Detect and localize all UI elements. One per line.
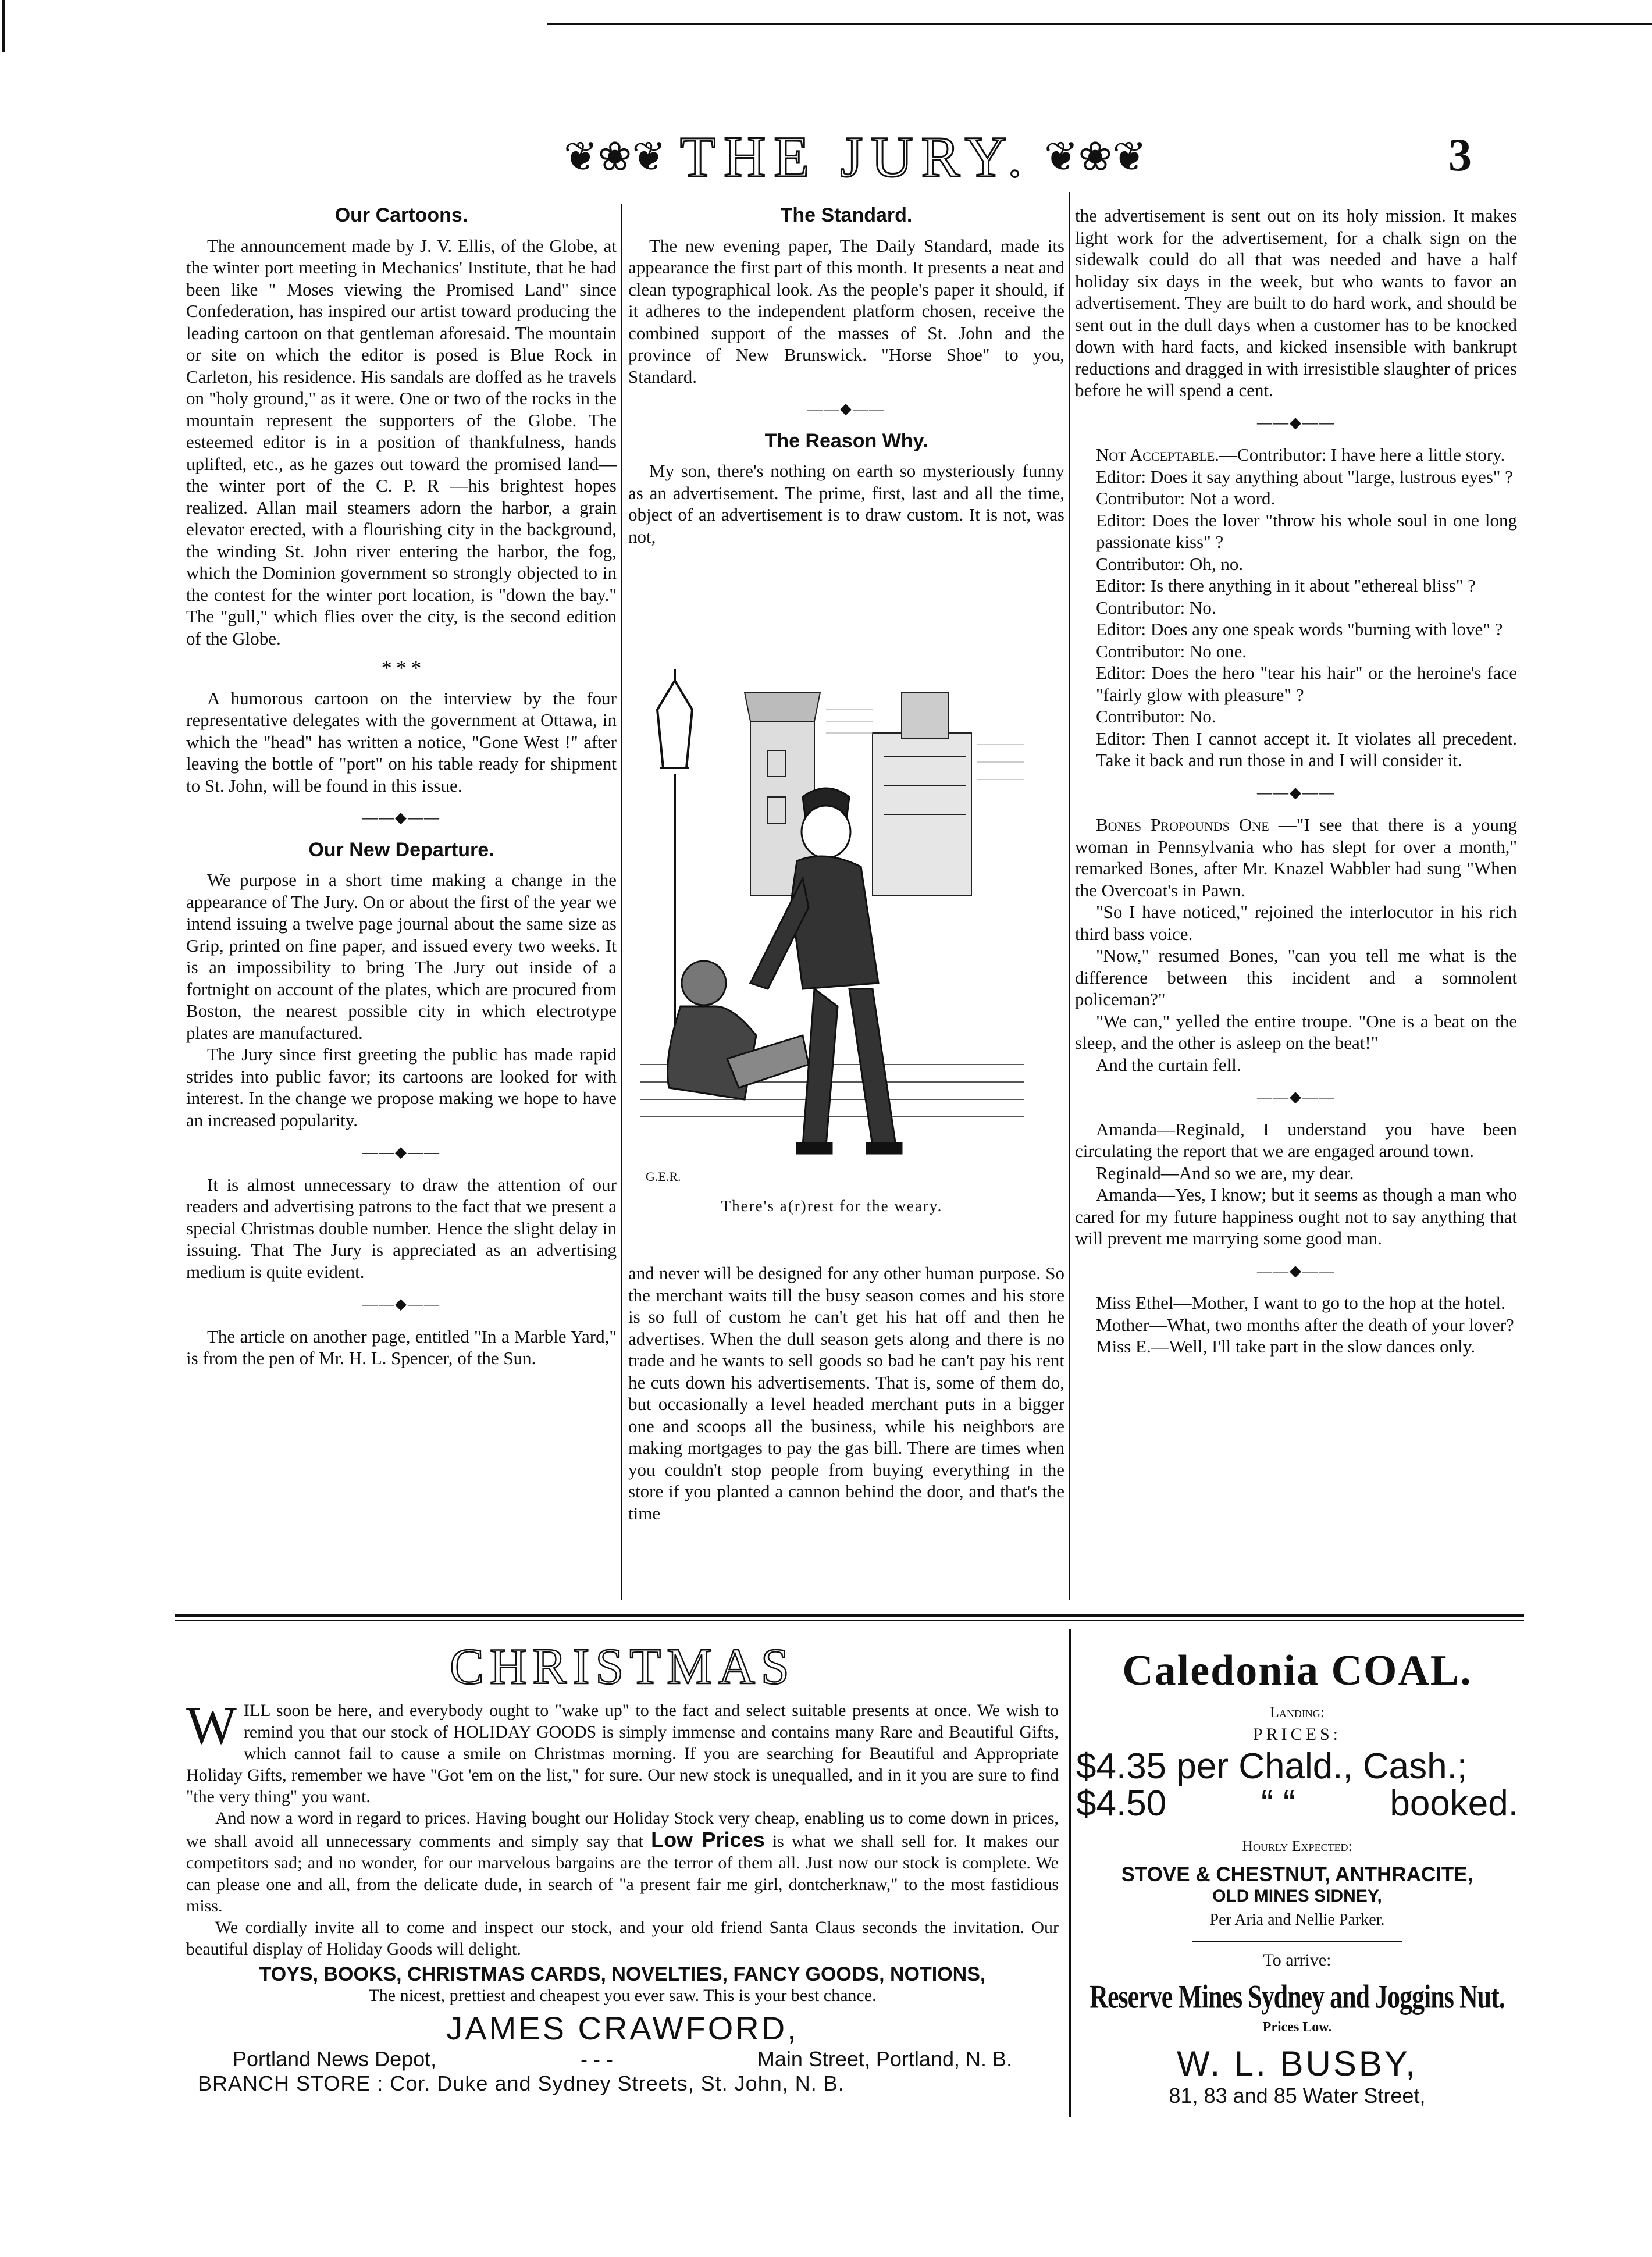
price-line-1 <box>1076 1748 1518 1785</box>
masthead-title: THE JURY. <box>679 124 1031 189</box>
price-2-ditto: “ “ <box>1261 1783 1295 1824</box>
christmas-ad-paragraph-2 <box>186 1807 1059 1917</box>
asterism: * * * <box>381 656 422 679</box>
amanda-paragraph-2: Reginald—And so we are, my dear. <box>1096 1162 1354 1183</box>
ads-column-rule <box>1069 1629 1071 2117</box>
bones-paragraph-3: "Now," resumed Bones, "can you tell me what is the difference between this incident and a somnolent policeman?" <box>1075 945 1517 1009</box>
christmas-ad-paragraph-1 <box>186 1696 1059 1807</box>
christmas-ad-paragraph-3: We cordially invite all to come and inspect our stock, and your old friend Santa Claus seconds the invitation. Our beautiful display of Holiday Goods will delight. <box>186 1918 1059 1959</box>
masthead <box>512 123 1198 189</box>
low-prices-text: Low Prices <box>651 1828 765 1852</box>
dialog-line: Editor: Does it say anything about "large, lustrous eyes" ? <box>1096 466 1513 487</box>
separator: ——◆—— <box>1257 414 1335 431</box>
coal-divider <box>1192 1941 1402 1942</box>
dialog-line: Contributor: Not a word. <box>1096 488 1276 508</box>
stove-line-1: STOVE & CHESTNUT, ANTHRACITE, <box>1121 1863 1473 1886</box>
christmas-ad-body <box>186 1696 1059 1960</box>
arrive-label: To arrive: <box>1263 1950 1331 1970</box>
reason-heading: The Reason Why. <box>764 429 928 452</box>
dialog-line: Editor: Then I cannot accept it. It violates all precedent. Take it back and run those in and I will consider it. <box>1096 728 1517 770</box>
price-2-amount: $4.50 <box>1076 1783 1167 1824</box>
ads-rule-top-thin <box>175 1620 1524 1621</box>
christmas-ad <box>186 1637 1059 2096</box>
address-line <box>186 2047 1059 2071</box>
dialog-line: Editor: Does the lover "throw his whole soul in one long passionate kiss" ? <box>1096 510 1517 552</box>
editor-dialog <box>1075 466 1517 771</box>
goods-line: TOYS, BOOKS, CHRISTMAS CARDS, NOVELTIES, FANCY GOODS, NOTIONS, <box>259 1963 986 1985</box>
coal-ad <box>1076 1646 1518 2108</box>
landing-label: Landing: <box>1269 1704 1325 1721</box>
bones-paragraph-1 <box>1075 814 1517 901</box>
amanda-paragraph-1: Amanda—Reginald, I understand you have been circulating the report that we are engaged around town. <box>1075 1119 1517 1161</box>
ads-rule-top <box>175 1614 1524 1617</box>
christmas-dropcap: W <box>186 1696 237 1755</box>
coal-address: 81, 83 and 85 Water Street, <box>1169 2084 1426 2108</box>
middle-column-bottom <box>628 1262 1064 1524</box>
branch-store: BRANCH STORE : Cor. Duke and Sydney Streets, St. John, N. B. <box>198 2071 845 2095</box>
column-rule-2 <box>1069 192 1070 1600</box>
price-1-rest: per Chald., Cash.; <box>1176 1746 1468 1786</box>
not-acceptable-lead: Not Acceptable. <box>1096 444 1220 465</box>
not-acceptable-rest: —Contributor: I have here a little story. <box>1219 444 1505 465</box>
departure-paragraph-1: We purpose in a short time making a change in the appearance of The Jury. On or about the first of the year we intend issuing a twelve page journal about the same size as Grip, printed on fine paper, and issued every two weeks. It is an impossibility to bring The Jury out inside of a fortnight on account of the plates, which are procured from Boston, the nearest possible city in which electrotype plates are manufactured. <box>186 870 617 1043</box>
address-dash: - - - <box>581 2047 613 2071</box>
prices-label: PRICES: <box>1252 1725 1342 1744</box>
ethel-paragraph-2: Mother—What, two months after the death of your lover? <box>1096 1314 1514 1335</box>
cartoons-heading: Our Cartoons. <box>334 204 468 226</box>
coal-title: Caledonia COAL. <box>1122 1647 1472 1694</box>
coal-merchant-name: W. L. BUSBY, <box>1177 2044 1418 2083</box>
column-rule-1 <box>621 204 622 1600</box>
reason-paragraph-3: the advertisement is sent out on its holy mission. It makes light work for the advertisement, for a chalk sign on the sidewalk could do all that was needed and have a half holiday six days in the week, but who wants to favor an advertisement. They are built to do hard work, and should be sent out in the dull days when a customer has to be knocked down with hard facts, and kicked insensible with bankrupt reductions and dragged in with irresistible slaughter of prices before he will spend a cent. <box>1075 205 1517 400</box>
christmas-ad-title: CHRISTMAS <box>450 1639 795 1695</box>
price-line-2 <box>1076 1785 1518 1822</box>
christmas-ad-p2a: And now a word in regard to prices. Having bought our Holiday Stock very cheap, enabling us to come down in prices, we shall avoid all unnecessary comments and simply say that <box>186 1809 1059 1851</box>
separator: ——◆—— <box>362 809 440 826</box>
page-number: 3 <box>1448 130 1472 181</box>
stove-line-2: OLD MINES SIDNEY, <box>1212 1886 1382 1906</box>
dialog-line: Contributor: No. <box>1096 706 1216 727</box>
left-column <box>186 205 617 1369</box>
left-edge-mark <box>2 0 5 52</box>
price-2-rest: booked. <box>1390 1783 1518 1824</box>
dialog-line: Editor: Is there anything in it about "ethereal bliss" ? <box>1096 575 1476 596</box>
reason-paragraph-2: and never will be designed for any other human purpose. So the merchant waits till the busy season comes and his store is so full of custom he can't get his hat off and then he advertises. When the dull season gets along and there is no trade and he wants to sell goods so bad he can't pay his rent he cuts down his advertisements. That is, some of them do, but occasionally a level headed merchant puts in a bigger one and scoops all the business, while his neighbors are making mortgages to pay the gas bill. There are times when you couldn't stop people from buying everything in the store if you planted a cannon behind the door, and that's the time <box>628 1263 1064 1523</box>
top-edge-rule <box>547 23 1652 25</box>
standard-paragraph: The new evening paper, The Daily Standard, made its appearance the first part of this month. It presents a neat and clean typographical look. As the people's paper it should, if it adheres to the independent platform chosen, receive the combined support of the masses of St. John and the province of New Brunswick. "Horse Shoe" to you, Standard. <box>628 235 1064 387</box>
bones-text: —"I see that there is a young woman in Pennsylvania who has slept for over a month," remarked Bones, after Mr. Knazel Wabbler had sung "When the Overcoat's in Pawn. <box>1075 814 1517 900</box>
cartoon-caption: There's a(r)rest for the weary. <box>721 1197 943 1215</box>
price-1-amount: $4.35 <box>1076 1746 1167 1786</box>
christmas-notice: It is almost unnecessary to draw the attention of our readers and advertising patrons to the fact that we present a special Christmas double number. Hence the slight delay in issuing. That The Jury is appreciated as an advertising medium is quite evident. <box>186 1174 617 1282</box>
separator: ——◆—— <box>362 1295 440 1312</box>
separator: ——◆—— <box>1257 1088 1335 1105</box>
hourly-label: Hourly Expected: <box>1242 1838 1352 1854</box>
masthead-ornament-left: ❦❀❦ <box>564 135 666 180</box>
amanda-paragraph-3: Amanda—Yes, I know; but it seems as though a man who cared for my future happiness ought not to say anything that will prevent me marrying some good man. <box>1075 1184 1517 1248</box>
bones-lead: Bones Propounds One <box>1096 814 1269 835</box>
right-column <box>1075 205 1517 1358</box>
dialog-line: Editor: Does any one speak words "burning with love" ? <box>1096 619 1503 639</box>
separator: ——◆—— <box>1257 1262 1335 1279</box>
ethel-paragraph-3: Miss E.—Well, I'll take part in the slow dances only. <box>1096 1336 1475 1357</box>
standard-heading: The Standard. <box>780 204 913 226</box>
middle-column-top <box>628 205 1064 547</box>
article-notice: The article on another page, entitled "In a Marble Yard," is from the pen of Mr. H. L. Spencer, of the Sun. <box>186 1326 617 1368</box>
christmas-ad-p1-text: ILL soon be here, and everybody ought to "wake up" to the fact and select suitable presents at once. We wish to remind you that our stock of HOLIDAY GOODS is simply immense and contains many Rare and Beautiful Gifts, which cannot fail to cause a smile on Christmas morning. If you are searching for Beautiful and Appropriate Holiday Gifts, remember we have "Got 'em on the list," for sure. Our new stock is unequalled, and in it you are sure to find "the very thing" you want. <box>186 1701 1059 1806</box>
dialog-line: Contributor: No one. <box>1096 640 1247 661</box>
masthead-ornament-right: ❦❀❦ <box>1044 135 1147 180</box>
ethel-paragraph-1: Miss Ethel—Mother, I want to go to the hop at the hotel. <box>1096 1293 1505 1313</box>
bones-paragraph-5: And the curtain fell. <box>1096 1054 1241 1075</box>
departure-paragraph-2: The Jury since first greeting the public has made rapid strides into public favor; its cartoons are looked for with interest. In the change we propose making we hope to have an increased popularity. <box>186 1044 617 1130</box>
address-right: Main Street, Portland, N. B. <box>757 2047 1012 2071</box>
christmas-ad-p2b: is what we shall sell for. It makes our competitors sad; and no wonder, for our marvelous bargains are the terror of them all. Just now our stock is complete. We can please one and all, from the delicate dude, in search of "a present fair me girl, dontcherknaw," to the most fastidious miss. <box>186 1832 1059 1916</box>
bones-paragraph-4: "We can," yelled the entire troupe. "One is a beat on the sleep, and the other is asleep on the beat!" <box>1075 1010 1517 1053</box>
dialog-line: Editor: Does the hero "tear his hair" or the heroine's face "fairly glow with pleasure" ? <box>1096 663 1517 705</box>
reason-paragraph-1: My son, there's nothing on earth so mysteriously funny as an advertisement. The prime, first, last and all the time, object of an advertisement is to draw custom. It is not, was not, <box>628 461 1064 547</box>
cartoon-illustration <box>628 657 1035 1204</box>
per-line: Per Aria and Nellie Parker. <box>1209 1911 1385 1929</box>
prices-low: Prices Low. <box>1262 2020 1332 2035</box>
cartoon-signature: G.E.R. <box>646 1169 681 1184</box>
dialog-line: Contributor: No. <box>1096 597 1216 618</box>
cartoons-paragraph-2: A humorous cartoon on the interview by the four representative delegates with the government at Ottawa, in which the "head" has written a notice, "Gone West !" after leaving the bottle of "port" on his table ready for shipment to St. John, will be found in this issue. <box>186 688 617 796</box>
not-acceptable-intro <box>1075 444 1517 466</box>
departure-heading: Our New Departure. <box>308 838 494 861</box>
separator: ——◆—— <box>807 400 885 417</box>
separator: ——◆—— <box>1257 784 1335 801</box>
address-left: Portland News Depot, <box>233 2047 437 2071</box>
bones-paragraph-2: "So I have noticed," rejoined the interlocutor in his rich third bass voice. <box>1075 902 1517 944</box>
nicest-line: The nicest, prettiest and cheapest you ever saw. This is your best chance. <box>368 1986 877 2005</box>
cartoons-paragraph-1: The announcement made by J. V. Ellis, of the Globe, at the winter port meeting in Mechanics' Institute, that he had been like " Moses viewing the Promised Land" since Confederation, has inspired our artist toward producing the leading cartoon on that gentleman aforesaid. The mountain or site on which the editor is posed is Blue Rock in Carleton, his residence. His sandals are doffed as he travels on "holy ground," as it were. One or two of the rocks in the mountain represent the supporters of the Globe. The esteemed editor is in a position of thankfulness, hands uplifted, etc., as he gazes out toward the promised land—the winter port of the C. P. R —his brightest hopes realized. Allan mail steamers adorn the harbor, a grain elevator erected, with a flourishing city in the background, the winding St. John river entering the harbor, the fog, which the Dominion government so strongly objected to in the contest for the winter port location, is "down the bay." The "gull," which flies over the city, is the second edition of the Globe. <box>186 235 617 649</box>
separator: ——◆—— <box>362 1144 440 1160</box>
dialog-line: Contributor: Oh, no. <box>1096 553 1244 574</box>
reserve-line: Reserve Mines Sydney and Joggins Nut. <box>1090 1978 1505 2016</box>
merchant-name: JAMES CRAWFORD, <box>446 2010 799 2046</box>
